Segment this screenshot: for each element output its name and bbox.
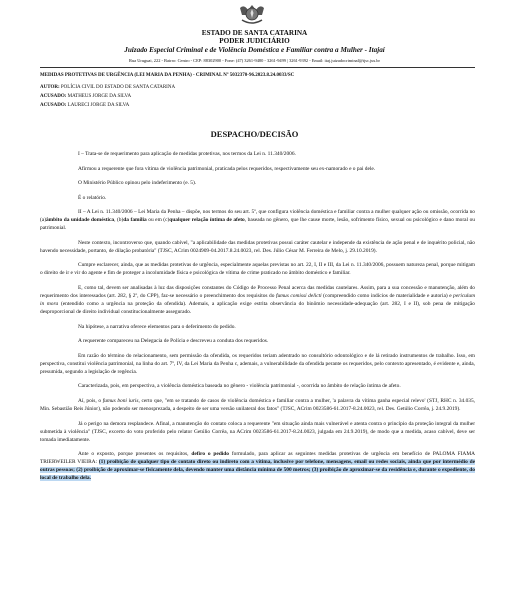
decision-body bbox=[40, 150, 475, 489]
state-coat-of-arms-icon bbox=[236, 2, 268, 28]
paragraph: Em razão do término do relacionamento, sem permissão da ofendida, os requeridos teriam adentrado no consultório odontológico e de lá retirado instrumentos de trabalho. Isso, em perspectiva, constitui violência patrimonial, na linha do art. 7º, IV, da Lei Maria da Penha c, ademais, a vulnerabilidade da ofendida perante os requeridos, pelo contexto apresentado, é evidente e, ainda, presumida, segundo a legislação de regência. bbox=[40, 352, 475, 375]
paragraph: A requerente compareceu na Delegacia de Polícia e descreveu a conduta dos requeridos. bbox=[78, 338, 269, 345]
paragraph: Na hipótese, a narrativa oferece elementos para o deferimento do pedido. bbox=[78, 323, 236, 330]
header-state: ESTADO DE SANTA CATARINA bbox=[201, 29, 308, 37]
paragraph: Neste contexto, incontroverso que, quando cabível, "a aplicabilidade das medidas protetivas possui caráter cautelar e independe da existência de ação penal e de inquérito policial, não havendo necessidade, portanto, de dilação probatória" (TJSC, ACrim 0024909-04.2017.8.24.0023, rel. Des. Júlio César M. Ferreira de Melo, j. 29.10.2019). bbox=[40, 239, 475, 254]
header-court: Juizado Especial Criminal e de Violência Doméstica e Familiar contra a Mulher - Itajaí bbox=[124, 46, 385, 54]
paragraph: O Ministério Público opinou pelo indeferimento (e. 5). bbox=[78, 180, 197, 187]
paragraph: Afirmou a requerente que fora vítima de violência patrimonial, praticada pelos requeridos, respectivamente seu ex-namorado e o pai dele. bbox=[78, 165, 376, 172]
paragraph: Ante o exposto, porque presentes os requisitos, defiro o pedido formulado, para aplicar as seguintes medidas protetivas de urgência em benefício de PALOMA FIAMA TRIERWEILER VIEIRA: (1) proibição de qualquer tipo de contato direto ou indireto com a vítima, inclusive por telefone, mensagens, email ou redes sociais, ainda que por intermédio de outras pessoas; (2) proibição de aproximar-se fisicamente dela, devendo manter uma distância mínima de 500 metros; (3) proibição de aproximar-se da residência e, durante o expediente, do local de trabalho dela. bbox=[40, 451, 476, 482]
paragraph: II – A Lei n. 11.340/2006 – Lei Maria da Penha – dispõe, nos termos do seu art. 5º, que configura violência doméstica e familiar contra a mulher qualquer ação ou omissão, ocorrida no (a)âmbito da unidade doméstica, (b)da família ou em (c)qualquer relação íntima de afeto, baseada no gênero, que lhe cause morte, lesão, sofrimento físico, sexual ou psicológico e dano moral ou patrimonial. bbox=[40, 209, 475, 232]
highlighted-measures: (1) proibição de qualquer tipo de contato direto ou indireto com a vítima, inclusive por telefone, mensagens, email ou redes sociais, ainda que por intermédio de outras pessoas; (2) proibição de aproximar-se fisicamente dela, devendo manter uma distância mínima de 500 metros; (3) proibição de aproximar-se da residência e, durante o expediente, do local de trabalho dela. bbox=[40, 459, 475, 482]
case-acusado-2: ACUSADO: LAURECI JORGE DA SILVA bbox=[40, 103, 130, 108]
paragraph: Cumpre esclarecer, ainda, que as medidas protetivas de urgência, especialmente aquelas previstas no art. 22, I, II e III, da Lei n. 11.340/2006, possuem natureza penal, porque mitigam o direito de ir e vir do agente e fim de proteger a incolumidade física e psicológica de vítima de crime praticado no âmbito doméstico e familiar. bbox=[40, 262, 475, 277]
paragraph: E, como tal, devem ser analisadas à luz das disposições constantes do Código de Processo Penal acerca das medidas cautelares. Assim, para a sua concessão e manutenção, além do requerimento dos interessados (art. 282, § 2º, do CPP), faz-se necessário o preenchimento dos requisitos do fumus comissi delicti (compreendido como indícios de materialidade e autoria) e periculum in mora (entendido como a urgência na proteção da ofendida). Ademais, a aplicação exige estrita observância do binômio necessidade-adequação (art. 282, I e II), sob pena de mitigação desproporcional de direito individual constitucionalmente assegurado. bbox=[40, 285, 475, 316]
paragraph: I – Trata-se de requerimento para aplicação de medidas protetivas, nos termos da Lei n. 11.340/2006. bbox=[78, 151, 296, 157]
header-address: Rua Uruguai, 222 - Bairro: Centro - CEP: 88302900 - Fone: (47) 3261-9480 - 3261-9499 | 3261-9392 - Email: itaj.juizadocriminal@tjsc.jus.br bbox=[129, 58, 380, 63]
paragraph: É o relatório. bbox=[78, 194, 107, 201]
case-autor: AUTOR: POLÍCIA CIVIL DO ESTADO DE SANTA CATARINA bbox=[40, 85, 176, 90]
case-heading: MEDIDAS PROTETIVAS DE URGÊNCIA (LEI MARIA DA PENHA) - CRIMINAL Nº 5032370-96.2023.8.24.0033/SC bbox=[40, 73, 295, 78]
case-acusado-1: ACUSADO: MATHEUS JORGE DA SILVA bbox=[40, 94, 132, 99]
paragraph: Caracterizada, pois, em perspectiva, a violência doméstica baseada no gênero - violência patrimonial -, ocorrida no âmbito de relação íntima de afeto. bbox=[78, 383, 401, 390]
paragraph: Aí, pois, o fumus boni iuris, certo que, "em se tratando de casos de violência doméstica e familiar contra a mulher, 'a palavra da vítima ganha especial relevo' (STJ, RHC n. 34.035, Min. Sebastião Reis Júnior), não podendo ser menosprezada, a despeito de ser uma versão unilateral dos fatos" (TJSC, ACrim 0023586-61.2017-8.24.0023, rel. Des. Getúlio Corrêa, j. 24.9.2019). bbox=[40, 397, 476, 413]
header-divider bbox=[40, 67, 475, 68]
document-title: DESPACHO/DECISÃO bbox=[210, 129, 299, 139]
paragraph: Já o perigo na demora resplandece. Afinal, a manutenção do contato coloca a requerente "em situação ainda mais vulnerável e atenta contra o princípio da proteção integral da mulher submetida à violência" (TJSC, excerto do voto proferido pelo relator Getúlio Corrêa, na ACrim 0023586-61.2017-8.24.0023, julgada em 24.9.2019), de modo que a medida, acaso cabível, deve ser tomada imediatamente. bbox=[40, 420, 475, 443]
header-branch: PODER JUDICIÁRIO bbox=[219, 37, 290, 45]
